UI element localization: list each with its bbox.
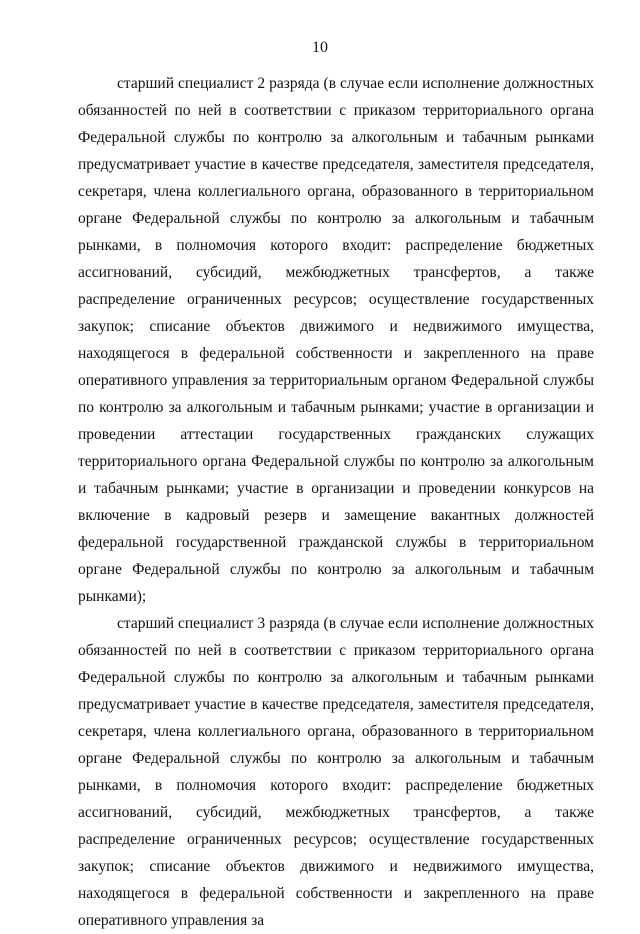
page-number: 10: [312, 39, 328, 56]
document-body: [78, 70, 594, 934]
paragraph-specialist-grade-2: старший специалист 2 разряда (в случае если исполнение должностных обязанностей по ней в соответствии с приказом территориального органа Федеральной службы по контролю за алкогольным и табачным рынками предусматривает участие в качестве председателя, заместителя председателя, секретаря, члена коллегиального органа, образованного в территориальном органе Федеральной службы по контролю за алкогольным и табачным рынками, в полномочия которого входит: распределение бюджетных ассигнований, субсидий, межбюджетных трансфертов, а также распределение ограниченных ресурсов; осуществление государственных закупок; списание объектов движимого и недвижимого имущества, находящегося в федеральной собственности и закрепленного на праве оперативного управления за территориальным органом Федеральной службы по контролю за алкогольным и табачным рынками; участие в организации и проведении аттестации государственных гражданских служащих территориального органа Федеральной службы по контролю за алкогольным и табачным рынками; участие в организации и проведении конкурсов на включение в кадровый резерв и замещение вакантных должностей федеральной государственной гражданской службы в территориальном органе Федеральной службы по контролю за алкогольным и табачным рынками);: [78, 75, 594, 605]
paragraph-specialist-grade-3: старший специалист 3 разряда (в случае если исполнение должностных обязанностей по ней в соответствии с приказом территориального органа Федеральной службы по контролю за алкогольным и табачным рынками предусматривает участие в качестве председателя, заместителя председателя, секретаря, члена коллегиального органа, образованного в территориальном органе Федеральной службы по контролю за алкогольным и табачным рынками, в полномочия которого входит: распределение бюджетных ассигнований, субсидий, межбюджетных трансфертов, а также распределение ограниченных ресурсов; осуществление государственных закупок; списание объектов движимого и недвижимого имущества, находящегося в федеральной собственности и закрепленного на праве оперативного управления за: [78, 615, 594, 929]
